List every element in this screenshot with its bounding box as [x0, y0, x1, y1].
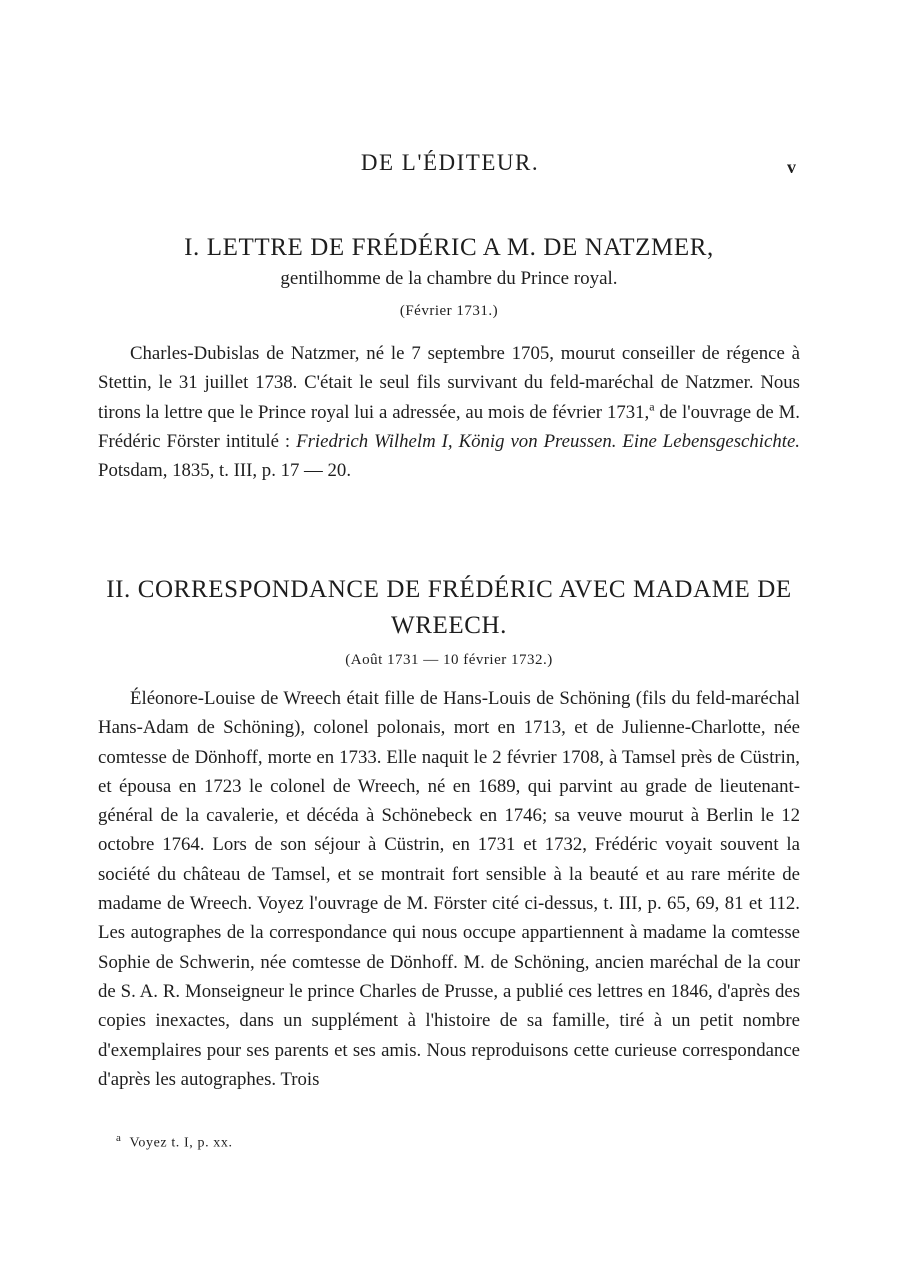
paragraph-text: Potsdam, 1835, t. III, p. 17 — 20. [98, 460, 352, 482]
book-title: Friedrich Wilhelm I, König von Preussen. Eine Lebensgeschichte. [296, 430, 800, 452]
footnote-text: Voyez t. I, p. xx. [129, 1135, 233, 1151]
footnote-mark: a [116, 1132, 122, 1144]
footnote [116, 1132, 233, 1152]
section-2-paragraph: Éléonore-Louise de Wreech était fille de Hans-Louis de Schöning (fils du feld-maréchal Hans-Adam de Schöning), colonel polonais, mort en 1713, et de Julienne-Charlotte, née comtesse de Dönhoff, morte en 1733. Elle naquit le 2 février 1708, à Tamsel près de Cüstrin, et épousa en 1723 le colonel de Wreech, né en 1689, qui parvint au grade de lieutenant-général de la cavalerie, et décéda à Schönebeck en 1746; sa veuve mourut à Berlin le 12 octobre 1764. Lors de son séjour à Cüstrin, en 1731 et 1732, Frédéric voyait souvent la société du château de Tamsel, et se montrait fort sensible à la beauté et au rare mérite de madame de Wreech. Voyez l'ouvrage de M. Förster cité ci-dessus, t. III, p. 65, 69, 81 et 112. Les autographes de la correspondance qui nous occupe appartiennent à madame la comtesse Sophie de Schwerin, née comtesse de Dönhoff. M. de Schöning, ancien maréchal de la cour de S. A. R. Monseigneur le prince Charles de Prusse, a publié ces lettres en 1846, d'après des copies inexactes, dans un supplément à l'histoire de sa famille, tiré à un petit nombre d'exemplaires pour ses parents et ses amis. Nous reproduisons cette curieuse correspondance d'après les autographes. Trois [98, 688, 800, 1090]
page-number: v [787, 157, 796, 177]
section-2-date: (Août 1731 — 10 février 1732.) [345, 652, 553, 668]
footnote-reference: a [649, 399, 655, 414]
running-head: DE L'ÉDITEUR. [360, 150, 540, 175]
section-1-subtitle: gentilhomme de la chambre du Prince royal. [280, 268, 618, 289]
section-1-paragraph [98, 339, 800, 485]
section-2-title: II. CORRESPONDANCE DE FRÉDÉRIC AVEC MADAME DE WREECH. [106, 576, 792, 639]
section-1-date: (Février 1731.) [399, 303, 499, 319]
paragraph-text: Charles-Dubislas de Natzmer, né le 7 septembre 1705, mourut conseiller de régence à Stettin, le 31 juillet 1738. C'était le seul fils survivant du feld-maréchal de Natzmer. Nous tirons la lettre que le Prince royal lui a adressée, au mois de février 1731, [98, 343, 800, 423]
section-1-title: I. LETTRE DE FRÉDÉRIC A M. DE NATZMER, [184, 234, 714, 261]
paragraph-text: de l'ouvrage de M. Frédéric Förster intitulé : [98, 401, 800, 452]
